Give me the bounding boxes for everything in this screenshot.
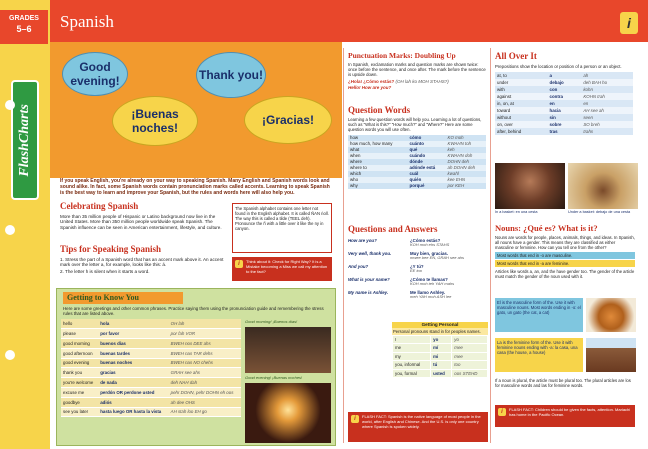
qa-spanish: ¿Y tú? — [410, 263, 424, 269]
qa-pronunciation: EE too — [410, 268, 423, 274]
table-cell: ah — [581, 72, 633, 79]
punctuation-example-2: Hello! How are you? — [348, 84, 392, 90]
greetings-table — [61, 319, 241, 417]
table-cell: where to — [348, 165, 408, 171]
table-cell: BWEH nas NO chehs — [169, 358, 241, 368]
table-cell: yo — [431, 335, 452, 344]
table-row — [393, 361, 488, 370]
nouns-title: Nouns: ¿Qué es? What is it? — [495, 223, 598, 233]
table-row — [495, 72, 633, 79]
table-cell: deh BAH ho — [581, 79, 633, 86]
table-cell: please — [61, 329, 98, 339]
table-cell: mí — [431, 344, 452, 353]
table-cell: DOHN deh — [446, 159, 486, 165]
grades-badge — [0, 10, 48, 44]
table-cell: against — [495, 93, 548, 100]
table-cell: under — [495, 79, 548, 86]
table-row — [495, 86, 633, 93]
table-row — [61, 319, 241, 329]
photo-breakfast — [245, 327, 331, 373]
photo-caption-under: Under a basket: debajo de una cesta — [568, 210, 631, 214]
alphabet-box: The Spanish alphabet contains one letter not found in the English alphabet. It is called ÑAN ṅoll. The way this is called a tilde (TEEL deh). Pronounce the ñ with a little over it like the ny in canyon. — [232, 203, 332, 253]
table-cell: de nada — [98, 378, 168, 388]
table-cell: tras — [548, 128, 582, 135]
table-cell: sin — [548, 114, 582, 121]
table-row — [393, 335, 488, 344]
table-row — [61, 407, 241, 417]
all-over-text: Prepositions show the location or position of a person or an object. — [495, 63, 622, 69]
table-cell: buenos días — [98, 339, 168, 349]
table-cell: BWEH nos DEE ahs — [169, 339, 241, 349]
table-cell: in, on, at — [495, 100, 548, 107]
table-cell: mee — [452, 344, 488, 353]
masculine-label: Most words that end in -o are masculine. — [495, 252, 635, 259]
photo-cat-in-basket — [495, 163, 565, 209]
qa-english: What is your name? — [348, 277, 390, 283]
table-cell: tú — [431, 361, 452, 370]
table-row — [495, 107, 633, 114]
qa-row — [348, 277, 486, 287]
masculine-box: El is the masculine form of the. Use it with masculine nouns. Most words ending in -o: el gato, un gato (the cat, a cat) — [495, 298, 583, 332]
table-cell: KWAHN doh — [446, 153, 486, 159]
punctuation-section — [348, 51, 486, 90]
table-cell: por favor — [98, 329, 168, 339]
table-cell: with — [495, 86, 548, 93]
table-cell: a — [548, 72, 582, 79]
qa-row — [348, 290, 486, 300]
qa-row — [348, 264, 486, 274]
table-cell: how much, how many — [348, 141, 408, 147]
table-cell: qué — [408, 147, 446, 153]
qa-pronunciation: KOH moh ehs STAHS — [410, 242, 450, 248]
column-divider — [490, 48, 491, 443]
table-row — [61, 368, 241, 378]
pronouns-title: Getting Personal — [392, 322, 488, 328]
table-cell: adiós — [98, 397, 168, 407]
logo-text: FlashCharts — [16, 103, 32, 177]
all-over-section — [495, 51, 635, 135]
qa-spanish: Muy bien, gracias. — [410, 250, 449, 256]
table-cell: SO breh — [581, 121, 633, 128]
table-cell: porqué — [408, 183, 446, 189]
table-cell: debajo — [548, 79, 582, 86]
qa-english: My name is Ashley. — [348, 290, 389, 296]
table-cell: what — [348, 147, 408, 153]
question-words-title: Question Words — [348, 105, 411, 115]
table-cell: good evening — [61, 358, 98, 368]
tip-callout-1 — [232, 257, 332, 281]
qa-pronunciation: meh YAH moh ASH lee — [410, 294, 452, 300]
table-cell: en — [581, 100, 633, 107]
binder-hole — [5, 100, 15, 110]
table-cell: hello — [61, 319, 98, 329]
photo-caption-2: Good evening! ¡Buenas noches! — [245, 375, 303, 380]
table-cell: when — [348, 153, 408, 159]
table-cell: cuál — [408, 171, 446, 177]
table-row — [348, 183, 486, 189]
table-row — [61, 348, 241, 358]
table-cell: kee EHN — [446, 177, 486, 183]
table-cell: GRAH see ahs — [169, 368, 241, 378]
intro-text: If you speak English, you're already on your way to speaking Spanish. Many English and Spanish words look and sound alike. In fact, some Spanish words contain pronunciation marks called accents. Learning to speak Spanish is the best way to learn and improve your Spanish, but the rules and words here will also help you. — [60, 178, 330, 196]
plural-text: If a noun is plural, the article must be plural too. The plural articles are los for masculine words and las for feminine words. — [495, 378, 631, 389]
table-cell: you, informal — [393, 361, 431, 370]
qa-pronunciation: mwee bee EN, GRAH see ahs — [410, 255, 465, 261]
table-cell: por fah VOR — [169, 329, 241, 339]
sidebar — [0, 0, 50, 449]
table-cell: where — [348, 159, 408, 165]
flashcharts-logo — [11, 80, 39, 200]
info-icon: i — [351, 415, 359, 423]
table-cell: hasta luego OR hasta la vista — [98, 407, 168, 417]
question-words-section — [348, 105, 486, 189]
table-cell: cuándo — [408, 153, 446, 159]
table-cell: deh NAH dah — [169, 378, 241, 388]
getting-to-know-title: Getting to Know You — [63, 292, 183, 304]
table-cell: quién — [408, 177, 446, 183]
table-cell: AH stah loo EH go — [169, 407, 241, 417]
tip-callout-2-text: FLASH FACT: Spanish is the native language of most people in the world, after English and Chinese. And the U.S. is only one country where Spanish is spoken widely. — [362, 414, 481, 429]
qa-row — [348, 251, 486, 261]
feminine-label: Most words that end in -a are feminine. — [495, 260, 635, 267]
table-cell: see you later — [61, 407, 98, 417]
question-words-text: Learning a few question words will help you. Learning a lot of questions, such as "What is this?" "How much?" and "Where?" Here are some question words you will use often. — [348, 116, 482, 132]
tip-callout-1-text: Think about it: Check for Right Way? It is a Mistake becoming a Miss we call my attention to the fact? — [246, 259, 328, 274]
table-row — [61, 339, 241, 349]
articles-text: Articles like words a, an, and the have gender too. The gender of the article must match the gender of the noun used with it. — [495, 269, 635, 280]
table-cell: me — [393, 344, 431, 353]
table-cell: good morning — [61, 339, 98, 349]
speech-bubble-good-evening: Good evening! — [62, 52, 128, 96]
table-cell: mi — [431, 352, 452, 361]
info-icon: i — [235, 260, 243, 268]
info-icon: i — [620, 12, 638, 34]
table-cell: hacia — [548, 107, 582, 114]
table-row — [495, 121, 633, 128]
pronouns-table — [392, 335, 488, 379]
photo-caption-1: Good morning! ¡Buenos días! — [245, 319, 298, 324]
getting-to-know-intro: Here are some greetings and other common phrases. Practice saying them using the pronunciation guide and remembering the stress rules that are listed above. — [63, 305, 324, 316]
tips-title: Tips for Speaking Spanish — [60, 244, 161, 254]
table-cell: contra — [548, 93, 582, 100]
table-cell: en — [548, 100, 582, 107]
photo-caption-basket: In a basket: en una cesta — [495, 210, 538, 214]
nouns-section — [495, 223, 635, 279]
table-cell: goodbye — [61, 397, 98, 407]
qa-section — [348, 224, 486, 303]
table-cell: I — [393, 335, 431, 344]
table-cell: too — [452, 361, 488, 370]
table-cell: kwahl — [446, 171, 486, 177]
table-cell: good afternoon — [61, 348, 98, 358]
table-cell: sobre — [548, 121, 582, 128]
nouns-text: Nouns are words for people, places, animals, things, and ideas. In Spanish, all nouns have a gender. This means they are classified as either masculine or feminine. How can you tell one from the other? — [495, 235, 635, 251]
table-row — [495, 100, 633, 107]
photo-night — [245, 383, 331, 443]
binder-hole — [5, 225, 15, 235]
table-cell: hola — [98, 319, 168, 329]
speech-bubble-thank-you: Thank you! — [196, 52, 266, 98]
getting-to-know-panel — [56, 288, 336, 446]
pronouns-box — [392, 322, 488, 378]
table-cell: gracias — [98, 368, 168, 378]
table-cell: you're welcome — [61, 378, 98, 388]
table-row — [61, 378, 241, 388]
table-row — [348, 141, 486, 147]
table-row — [495, 93, 633, 100]
qa-pronunciation: KOH moh teh YAH mahs — [410, 281, 455, 287]
punctuation-example-1: ¿Hola! ¿Cómo estás? — [348, 79, 395, 85]
table-cell: cómo — [408, 135, 446, 141]
qa-spanish: Me llamo Ashley. — [410, 290, 446, 296]
tip-callout-2 — [348, 412, 488, 442]
table-cell: KOHN trah — [581, 93, 633, 100]
table-row — [61, 329, 241, 339]
question-words-table — [348, 135, 486, 189]
table-cell: kohn — [581, 86, 633, 93]
table-cell: without — [495, 114, 548, 121]
grades-range: 5–6 — [16, 24, 32, 35]
feminine-box: La is the feminine form of the. Use it with feminine nouns ending with -a: la casa, una casa (the house, a house) — [495, 338, 583, 372]
photo-cat — [586, 298, 636, 332]
table-cell: ah dee OHS — [169, 397, 241, 407]
table-cell: trahs — [581, 128, 633, 135]
info-icon: i — [498, 408, 506, 416]
tips-section — [60, 244, 225, 274]
table-cell: OH lah — [169, 319, 241, 329]
table-cell: who — [348, 177, 408, 183]
punctuation-example-1-pron: (OH lah ko MOH STAHS?) — [395, 79, 449, 85]
table-cell: toward — [495, 107, 548, 114]
table-cell: after, behind — [495, 128, 548, 135]
table-cell: why — [348, 183, 408, 189]
tips-item: 2. The letter h is silent when it starts a word. — [60, 268, 150, 274]
grades-label: GRADES — [9, 15, 39, 22]
column-divider — [343, 48, 344, 443]
qa-english: Very well, thank you. — [348, 250, 392, 256]
qa-spanish: ¿Cómo te llamas? — [410, 277, 448, 283]
table-cell: perdón OR perdone usted — [98, 388, 168, 398]
celebrating-text: More than 35 million people of Hispanic or Latino background now live in the United States. More than 350 million people worldwide speak Spanish. The Spanish influence can be seen in American entertainment, lifestyle, and culture. — [60, 213, 222, 230]
table-cell: por KEH — [446, 183, 486, 189]
table-row — [61, 397, 241, 407]
qa-english: How are you? — [348, 237, 377, 243]
table-row — [393, 344, 488, 353]
speech-bubble-gracias: ¡Gracias! — [244, 96, 332, 144]
table-row — [495, 114, 633, 121]
table-cell: dónde — [408, 159, 446, 165]
table-cell: excuse me — [61, 388, 98, 398]
qa-title: Questions and Answers — [348, 224, 438, 234]
table-row — [61, 388, 241, 398]
table-cell: cuánto — [408, 141, 446, 147]
qa-row — [348, 238, 486, 248]
table-cell: oos STEHD — [452, 369, 488, 378]
table-cell: you, formal — [393, 369, 431, 378]
table-cell: buenas noches — [98, 358, 168, 368]
table-cell: yo — [452, 335, 488, 344]
celebrating-section — [60, 201, 225, 230]
prepositions-table — [495, 72, 633, 135]
table-row — [495, 128, 633, 135]
tips-item: 1. Stress the part of a Spanish word that has an accent mark above it. An accent mark over the letter a, for example, looks like this: á. — [60, 256, 224, 268]
page-header — [50, 0, 648, 42]
table-cell: thank you — [61, 368, 98, 378]
table-cell: my — [393, 352, 431, 361]
qa-english: And you? — [348, 263, 369, 269]
tip-callout-3 — [495, 405, 635, 427]
punctuation-title: Punctuation Marks: Doubling Up — [348, 51, 456, 60]
table-cell: AH see ah — [581, 107, 633, 114]
table-cell: keh — [446, 147, 486, 153]
table-cell: KWAHN toh — [446, 141, 486, 147]
table-row — [393, 369, 488, 378]
table-cell: on, over — [495, 121, 548, 128]
table-row — [393, 352, 488, 361]
table-cell: seen — [581, 114, 633, 121]
qa-spanish: ¿Cómo estás? — [410, 237, 441, 243]
table-row — [495, 79, 633, 86]
punctuation-text: In Spanish, exclamation marks and question marks are shown twice: once before the sentence, and once after. The mark before the sentence is upside down. — [348, 62, 486, 78]
table-cell: ah DOHN deh — [446, 165, 486, 171]
table-cell: usted — [431, 369, 452, 378]
table-cell: buenas tardes — [98, 348, 168, 358]
all-over-title: All Over It — [495, 51, 537, 61]
photo-cat-under-basket — [568, 163, 638, 209]
tip-callout-3-text: FLASH FACT: Children should be given the facts, attention. Mariachi has home in the Pacific Ocean. — [509, 407, 631, 417]
photo-house — [586, 338, 636, 372]
celebrating-title: Celebrating Spanish — [60, 201, 139, 211]
binder-hole — [5, 350, 15, 360]
pronouns-subtitle: Personal pronouns stand in for peoples names. — [392, 328, 488, 335]
table-cell: pehr DOHN, pehr DOHN eh oos — [169, 388, 241, 398]
speech-bubble-buenas-noches: ¡Buenas noches! — [112, 96, 198, 146]
table-cell: con — [548, 86, 582, 93]
table-cell: at, to — [495, 72, 548, 79]
table-row — [61, 358, 241, 368]
page-title: Spanish — [60, 12, 114, 31]
table-cell: KO moh — [446, 135, 486, 141]
table-cell: BWEH nas TAR dehs — [169, 348, 241, 358]
table-cell: how — [348, 135, 408, 141]
table-cell: which — [348, 171, 408, 177]
table-cell: mee — [452, 352, 488, 361]
table-cell: adónde está — [408, 165, 446, 171]
